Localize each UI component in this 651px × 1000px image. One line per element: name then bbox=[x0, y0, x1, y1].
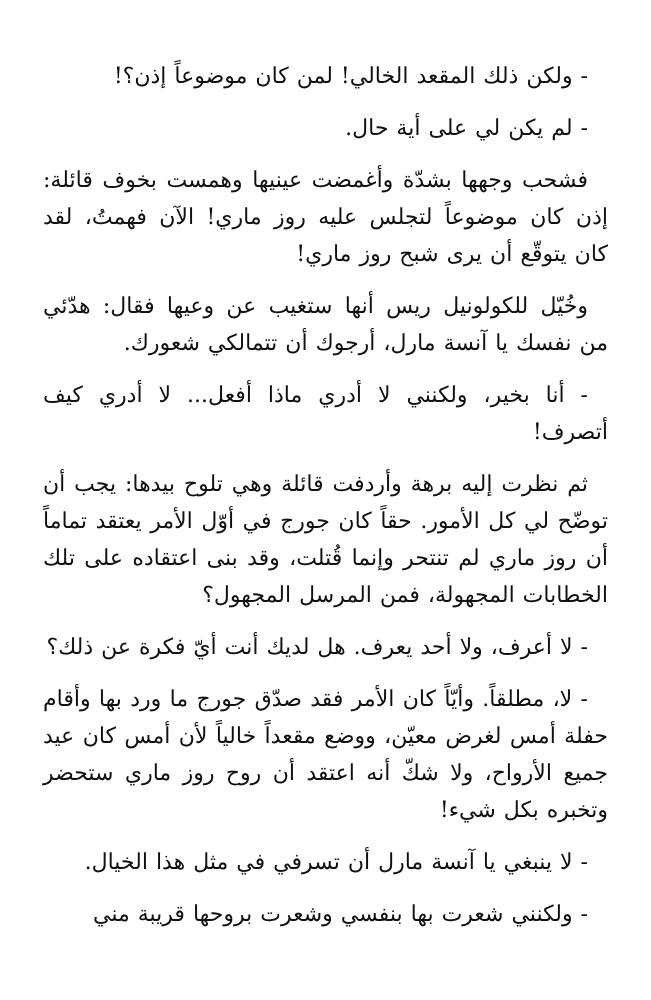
paragraph: فشحب وجهها بشدّة وأغمضت عينيها وهمست بخوف قائلة: إذن كان موضوعاً لتجلس عليه روز ماري! الآن فهمتُ، لقد كان يتوقّع أن يرى شبح روز ماري! bbox=[43, 168, 608, 267]
paragraph: وخُيّل للكولونيل ريس أنها ستغيب عن وعيها فقال: هدّئي من نفسك يا آنسة مارل، أرجوك أن تتمالكي شعورك. bbox=[43, 294, 608, 356]
paragraph: ثم نظرت إليه برهة وأردفت قائلة وهي تلوح بيدها: يجب أن توضّح لي كل الأمور. حقاً كان جورج في أوّل الأمر يعتقد تماماً أن روز ماري لم تنتحر وإنما قُتلت، وقد بنى اعتقاده على تلك الخطابات المجهولة، فمن المرسل المجهول؟ bbox=[43, 472, 608, 608]
paragraph: - لا، مطلقاً. وأيّاً كان الأمر فقد صدّق جورج ما ورد بها وأقام حفلة أمس لغرض معيّن، ووضع مقعداً خالياً لأن أمس كان عيد جميع الأرواح، ولا شكّ أنه اعتقد أن روح روز ماري ستحضر وتخبره بكل شيء! bbox=[43, 687, 608, 823]
paragraph: - لم يكن لي على أية حال. bbox=[345, 116, 588, 141]
paragraph: - أنا بخير، ولكنني لا أدري ماذا أفعل... لا أدري كيف أتصرف! bbox=[43, 383, 608, 445]
paragraph: - ولكنني شعرت بها بنفسي وشعرت بروحها قريبة مني bbox=[92, 902, 588, 927]
paragraph: - لا أعرف، ولا أحد يعرف. هل لديك أنت أيّ فكرة عن ذلك؟ bbox=[46, 635, 588, 660]
paragraph: - لا ينبغي يا آنسة مارل أن تسرفي في مثل هذا الخيال. bbox=[84, 850, 588, 875]
text-body bbox=[43, 58, 608, 948]
paragraph: - ولكن ذلك المقعد الخالي! لمن كان موضوعاً إذن؟! bbox=[113, 64, 588, 89]
